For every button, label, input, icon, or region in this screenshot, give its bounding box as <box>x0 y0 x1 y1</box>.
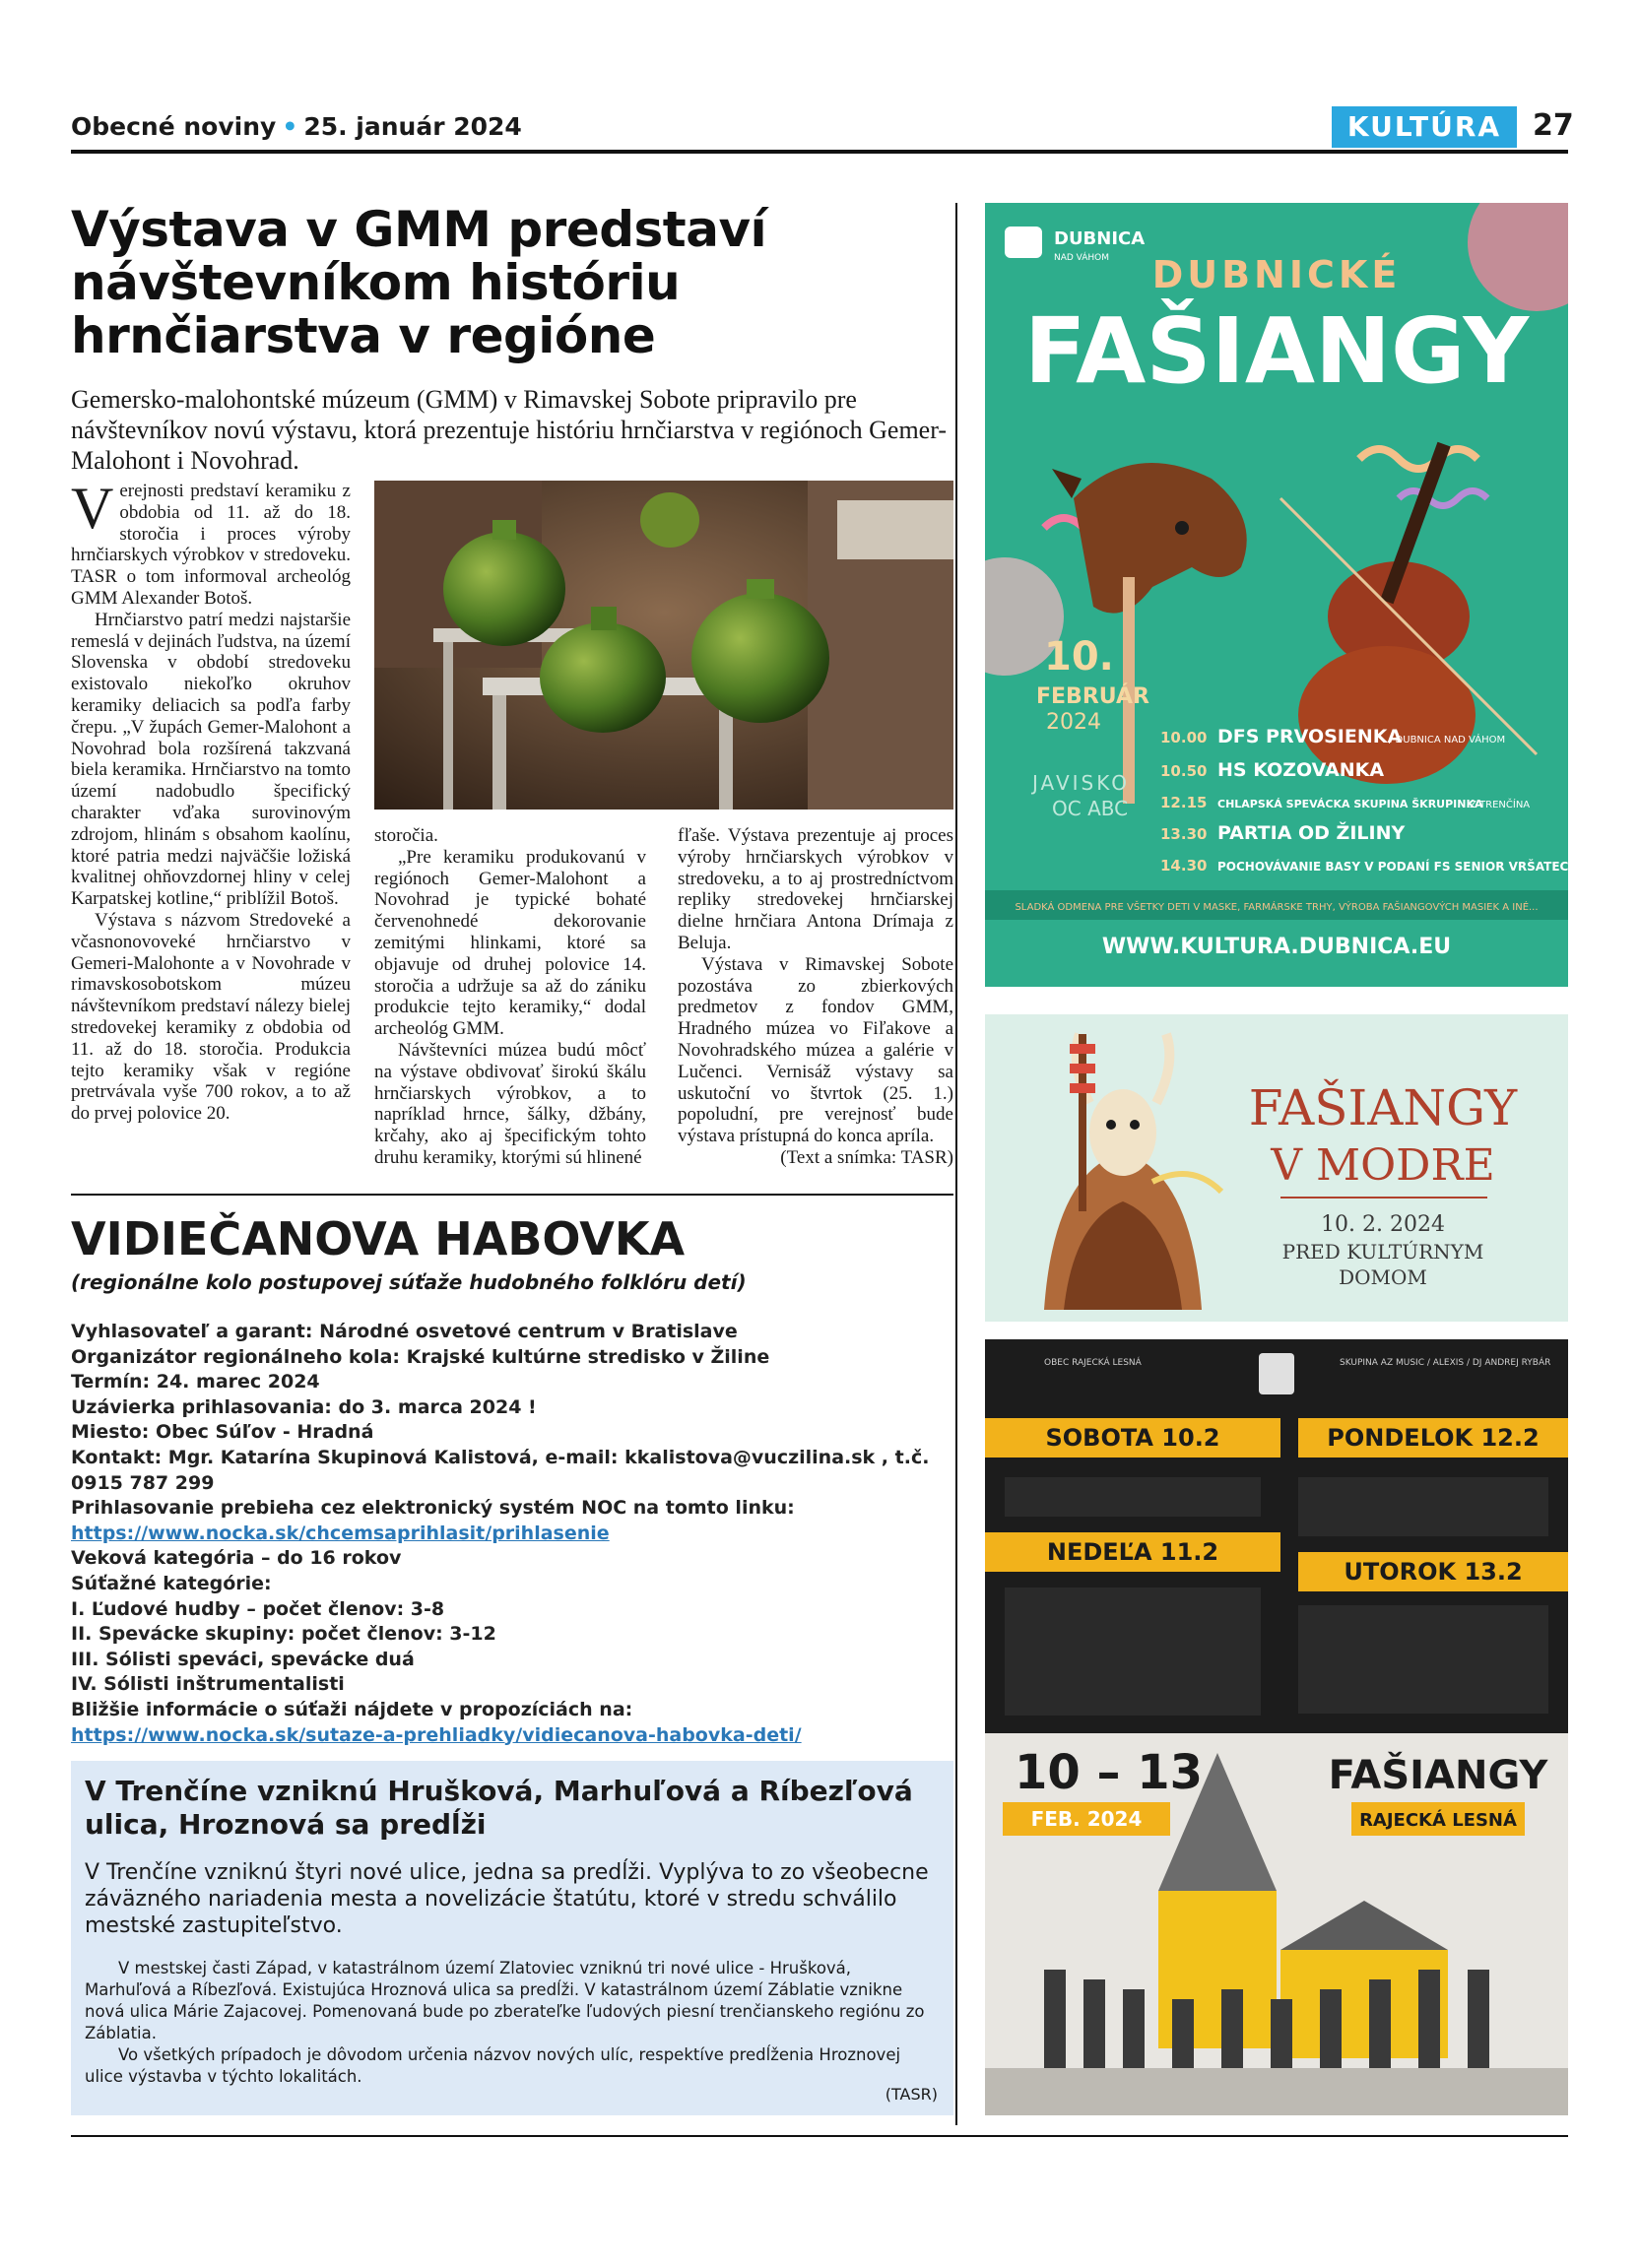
habovka-info <box>71 1320 948 1748</box>
trencin-body <box>85 1958 934 2088</box>
info-line: Veková kategória – do 16 rokov <box>71 1547 402 1570</box>
day-monday: PONDELOK 12.2 <box>1327 1424 1540 1452</box>
info-line: Bližšie informácie o súťaži nájdete v propozíciách na: <box>71 1698 633 1720</box>
coat-of-arms-icon <box>1259 1353 1294 1394</box>
article-lead: Gemersko-malohontské múzeum (GMM) v Rimavskej Sobote pripravilo pre návštevníkov novú výstavu, ktorá prezentuje históriu hrnčiarstva v regiónoch Gemer-Malohont i Novohrad. <box>71 385 948 475</box>
poster-range: 10 – 13 <box>1015 1745 1204 1800</box>
article-title: Výstava v GMM predstaví návštevníkom históriu hrnčiarstva v regióne <box>71 201 767 364</box>
program-extra: Z TRENČÍNA <box>1470 800 1531 810</box>
program-extra: / DUBNICA NAD VÁHOM <box>1389 735 1506 745</box>
poster-artists: SKUPINA AZ MUSIC / ALEXIS / DJ ANDREJ RYBÁR <box>1340 1358 1551 1368</box>
day-tuesday: UTOROK 13.2 <box>1344 1558 1523 1586</box>
modra-place-2: DOMOM <box>1339 1265 1427 1289</box>
info-line: Termín: 24. marec 2024 <box>71 1371 320 1393</box>
header-meta <box>71 112 522 141</box>
program-time: 12.15 <box>1160 794 1208 811</box>
info-line: Vyhlasovateľ a garant: Národné osvetové centrum v Bratislave <box>71 1321 738 1342</box>
info-line: Súťažné kategórie: <box>71 1572 272 1594</box>
article-paragraph: Výstava v Rimavskej Sobote pozostáva zo zbierkových predmetov z fondov GMM, Hradného múzea vo Fiľakove a Novohradského múzea a galérie v Lučenci. Vernisáž výstavy sa uskutoční vo štvrtok (25. 1.) popoludní, pre verejnosť bude výstava prístupná do konca apríla. <box>678 953 953 1147</box>
propositions-link[interactable]: https://www.nocka.sk/sutaze-a-prehliadky/vidiecanova-habovka-deti/ <box>71 1723 802 1746</box>
poster-title: FAŠIANGY <box>1328 1753 1548 1798</box>
dubnica-poster <box>985 203 1568 987</box>
poster-place: RAJECKÁ LESNÁ <box>1359 1810 1517 1831</box>
article-paragraph: Výstava s názvom Stredoveké a včasnonovoveké hrnčiarstvo v Gemeri-Malohonte a v Novohrade v rimavskosobotskom múzeu návštevníkom predstaví nálezy bielej stredovekej keramiky z obdobia od 11. až do 18. storočia. Produkcia tejto keramiky však v regióne pretrvávala vyše 700 rokov, a to až do prvej polovice 20. <box>71 909 351 1125</box>
info-line: Uzávierka prihlasovania: do 3. marca 2024 ! <box>71 1395 537 1418</box>
modra-line-1: FAŠIANGY <box>1248 1079 1518 1136</box>
program-time: 10.50 <box>1160 762 1208 780</box>
dropcap: V <box>71 476 114 541</box>
brand-text: DUBNICA <box>1054 228 1146 249</box>
section-rule <box>71 1194 953 1196</box>
column-rule <box>955 203 957 2125</box>
program-time: 13.30 <box>1160 825 1208 843</box>
article-paragraph: „Pre keramiku produkovanú v regiónoch Gemer-Malohont a Novohrad je typické bohaté červenohnedé dekorovanie zemitými hlinkami, ktoré sa objavuje od druhej polovice 14. storočia a udržuje sa až do zániku produkcie tejto keramiky,“ dodal archeológ GMM. <box>374 846 646 1040</box>
poster-month: FEB. 2024 <box>1030 1807 1143 1831</box>
article-column-2 <box>374 825 646 1169</box>
trencin-article-box <box>71 1761 953 2115</box>
rajecka-lesna-ad <box>985 1339 1568 2115</box>
venue-2: OC ABC <box>1052 797 1129 820</box>
poster-day: 10. <box>1044 634 1114 680</box>
info-line: I. Ľudové hudby – počet členov: 3-8 <box>71 1597 445 1620</box>
poster-title-big: FAŠIANGY <box>1023 298 1530 404</box>
program-item: HS KOZOVANKA <box>1217 759 1385 781</box>
rajecka-poster <box>985 1339 1568 2115</box>
program-time: 10.00 <box>1160 729 1208 746</box>
habovka-title: VIDIEČANOVA HABOVKA <box>71 1212 686 1265</box>
venue-1: JAVISKO <box>1032 771 1130 795</box>
poster-title-small: DUBNICKÉ <box>1151 253 1402 296</box>
article-paragraph: storočia. <box>374 825 438 846</box>
trencin-lead: V Trenčíne vzniknú štyri nové ulice, jedna sa predĺži. Vyplýva to zo všeobecne záväzného nariadenia mesta a novelizácie štatútu, ktoré v stredu schválilo mestské zastupiteľstvo. <box>85 1860 929 1938</box>
dubnica-fasiangy-ad <box>985 203 1568 987</box>
info-line: Miesto: Obec Súľov - Hradná <box>71 1421 374 1444</box>
poster-url: WWW.KULTURA.DUBNICA.EU <box>1101 935 1452 959</box>
footer-rule <box>71 2135 1568 2137</box>
poster-year: 2024 <box>1046 710 1101 735</box>
article-paragraph: fľaše. Výstava prezentuje aj proces výroby hrnčiarskych výrobkov v stredoveku, a to aj prostredníctvom repliky stredovekej hrnčiarskej dielne hrnčiara Antona Drímaja z Beluja. <box>678 825 953 953</box>
page-number: 27 <box>1533 108 1574 143</box>
brand-sub: NAD VÁHOM <box>1054 253 1110 263</box>
article-column-1 <box>71 476 351 1125</box>
info-line: II. Spevácke skupiny: počet členov: 3-12 <box>71 1623 496 1646</box>
modra-place-1: PRED KULTÚRNYM <box>1281 1240 1484 1264</box>
page-header <box>71 106 1574 150</box>
issue-date: 25. január 2024 <box>303 112 522 141</box>
program-item: POCHOVÁVANIE BASY V PODANÍ FS SENIOR VRŠATEC <box>1217 860 1568 874</box>
info-line: Kontakt: Mgr. Katarína Skupinová Kalistová, e-mail: kkalistova@vuczilina.sk , t.č. 0915 787 299 <box>71 1446 930 1494</box>
trencin-credit: (TASR) <box>885 2085 938 2104</box>
modra-poster <box>985 1014 1568 1322</box>
paper-name: Obecné noviny <box>71 112 277 141</box>
article-paragraph: Vo všetkých prípadoch je dôvodom určenia názvov nových ulíc, respektíve predĺženia Hroznovej ulice výstavba v týchto lokalitách. <box>85 2045 901 2086</box>
separator-dot: • <box>282 112 298 141</box>
paragraph-text: erejnosti predstaví keramiku z obdobia od 11. až do 18. storočia i proces výroby hrnčiarskych výrobkov v stredoveku. TASR o tom informoval archeológ GMM Alexander Botoš. <box>71 481 351 609</box>
day-sunday: NEDEĽA 11.2 <box>1046 1538 1219 1566</box>
poster-organizer: OBEC RAJECKÁ LESNÁ <box>1044 1358 1142 1368</box>
article-paragraph: V mestskej časti Západ, v katastrálnom území Zlatoviec vzniknú tri nové ulice - Hrušková, Marhuľová a Ríbezľová. Existujúca Hroznová ulica sa predĺži. V katastrálnom území Záblatie vznikne nová ulica Márie Zajacovej. Pomenovaná bude po zberateľke ľudových piesní trenčianskeho regiónu zo Záblatia. <box>85 1959 925 2042</box>
modra-line-2: V MODRE <box>1271 1140 1495 1191</box>
header-rule <box>71 150 1568 154</box>
article-paragraph <box>71 476 351 610</box>
info-line: III. Sólisti speváci, spevácke duá <box>71 1648 415 1670</box>
section-label: KULTÚRA <box>1332 106 1517 148</box>
modra-date: 10. 2. 2024 <box>1321 1212 1445 1237</box>
info-line: IV. Sólisti inštrumentalisti <box>71 1673 345 1696</box>
article-paragraph: Hrnčiarstvo patrí medzi najstaršie remeslá v dejinách ľudstva, na území Slovenska v období stredoveku existovalo niekoľko okruhov keramiky deliacich sa podľa farby črepu. „V župách Gemer-Malohont a Novohrad bola rozšírená takzvaná biela keramika. Hrnčiarstvo na tomto území nadobudlo špecifický charakter vďaka surovinovým zdrojom, hlinám s obsahom kaolínu, ktoré patria medzi najväčšie ložiská kvalitnej ohňovzdornej hliny v celej Karpatskej kotline,“ priblížil Botoš. <box>71 609 351 910</box>
info-line: Organizátor regionálneho kola: Krajské kultúrne stredisko v Žiline <box>71 1345 770 1368</box>
day-saturday: SOBOTA 10.2 <box>1045 1424 1220 1452</box>
program-time: 14.30 <box>1160 857 1208 875</box>
info-line: Prihlasovanie prebieha cez elektronický systém NOC na tomto linku: <box>71 1497 795 1520</box>
poster-banner: SLADKÁ ODMENA PRE VŠETKY DETI V MASKE, FARMÁRSKE TRHY, VÝROBA FAŠIANGOVÝCH MASIEK A INÉ... <box>1015 902 1539 913</box>
photo-credit: (Text a snímka: TASR) <box>780 1146 953 1168</box>
poster-month: FEBRUÁR <box>1036 684 1149 709</box>
modra-fasiangy-ad <box>985 1014 1568 1322</box>
program-item: CHLAPSKÁ SPEVÁCKA SKUPINA ŠKRUPINKA <box>1217 798 1483 810</box>
program-item: DFS PRVOSIENKA <box>1217 726 1403 747</box>
program-item: PARTIA OD ŽILINY <box>1217 822 1406 844</box>
trencin-title: V Trenčíne vzniknú Hrušková, Marhuľová a Ríbezľová ulica, Hroznová sa predĺži <box>85 1775 913 1841</box>
article-column-3 <box>678 825 953 1169</box>
pottery-illustration <box>374 481 953 810</box>
article-paragraph: Návštevníci múzea budú môcť na výstave obdivovať širokú škálu hrnčiarskych výrobkov, a to napríklad hrnce, šálky, džbány, krčahy, ako aj špecifickým tohto druhu keramiky, ktorými sú hlinené <box>374 1039 646 1168</box>
habovka-subtitle: (regionálne kolo postupovej súťaže hudobného folklóru detí) <box>71 1270 747 1294</box>
registration-link[interactable]: https://www.nocka.sk/chcemsaprihlasit/prihlasenie <box>71 1522 610 1544</box>
pottery-photo <box>374 481 953 810</box>
